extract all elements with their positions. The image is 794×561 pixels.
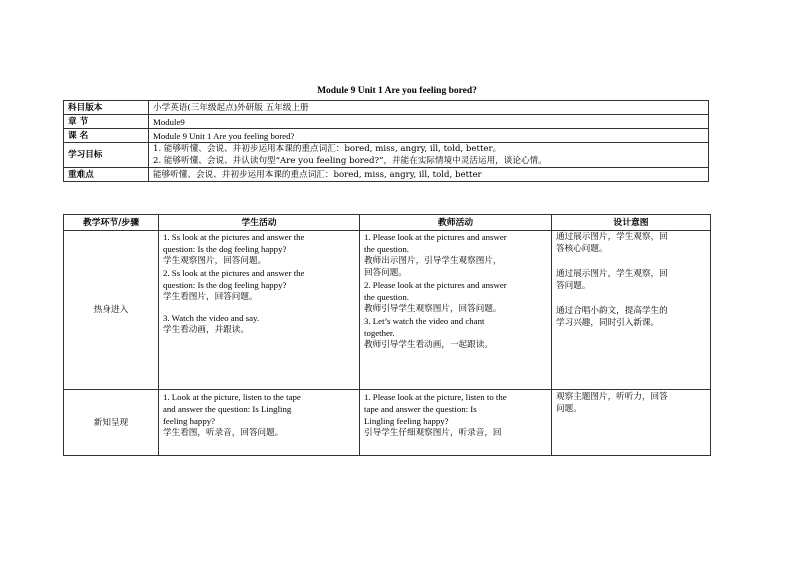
text-line: and answer the question: Is Lingling	[163, 404, 292, 414]
document-title: Module 9 Unit 1 Are you feeling bored?	[317, 86, 477, 96]
stage-cell: 热身进入	[64, 231, 159, 390]
plan-row-warmup	[64, 231, 711, 390]
text-line: 答核心问题。	[556, 244, 608, 254]
student-activity-cell	[159, 231, 360, 390]
text-line: 教师出示图片，引导学生观察图片，	[364, 256, 502, 266]
text-line: 学生看动画，并跟读。	[163, 325, 249, 335]
info-value	[149, 168, 709, 182]
stage-cell: 新知呈现	[64, 390, 159, 456]
info-line: 小学英语(三年级起点)外研版 五年级上册	[153, 102, 309, 113]
header-intent: 设计意图	[552, 215, 711, 231]
teacher-activity-cell	[360, 231, 552, 390]
info-value	[149, 143, 709, 168]
text-line: 1. Please look at the picture, listen to the	[364, 392, 507, 402]
info-label: 学习目标	[64, 143, 149, 168]
text-line: the question.	[364, 292, 409, 302]
info-row-key-points	[64, 168, 709, 182]
text-line: tape and answer the question: Is	[364, 404, 477, 414]
text-line: 学生观察图片，回答问题。	[163, 256, 267, 266]
teaching-plan-table	[63, 214, 711, 456]
text-line: 问题。	[556, 404, 582, 414]
info-line: Module9	[153, 116, 185, 127]
teacher-activity-cell	[360, 390, 552, 456]
text-line: together.	[364, 328, 395, 338]
spacer	[556, 292, 706, 305]
text-line: 教师引导学生观察图片，回答问题。	[364, 304, 502, 314]
text-line: 答问题。	[556, 281, 591, 291]
info-line: 2. 能够听懂、会说、并认读句型“Are you feeling bored?”，并能在实际情境中灵活运用，谈论心情。	[153, 156, 547, 166]
course-info-table	[63, 100, 709, 182]
spacer	[556, 255, 706, 268]
student-activity-cell	[159, 390, 360, 456]
info-label: 课 名	[64, 129, 149, 143]
info-row-subject	[64, 101, 709, 115]
header-student: 学生活动	[159, 215, 360, 231]
text-line: 学生看图，听录音，回答问题。	[163, 428, 284, 438]
plan-row-presentation	[64, 390, 711, 456]
text-line: the question.	[364, 244, 409, 254]
info-line: Module 9 Unit 1 Are you feeling bored?	[153, 130, 295, 141]
text-line: 1. Please look at the pictures and answer	[364, 232, 507, 242]
text-line: 3. Watch the video and say.	[163, 313, 260, 323]
text-line: Lingling feeling happy?	[364, 416, 449, 426]
info-row-objectives	[64, 143, 709, 168]
text-line: 通过展示图片，学生观察，回	[556, 269, 668, 279]
text-line: 引导学生仔细观察图片，听录音，回	[364, 428, 502, 438]
info-label: 科目版本	[64, 101, 149, 115]
text-line: 2. Ss look at the pictures and answer the	[163, 268, 305, 278]
info-value	[149, 101, 709, 115]
info-line: 1. 能够听懂、会说、并初步运用本课的重点词汇：bored, miss, angry, ill, told, better。	[153, 144, 502, 154]
text-line: 1. Look at the picture, listen to the tape	[163, 392, 301, 402]
info-label: 章 节	[64, 115, 149, 129]
text-line: feeling happy?	[163, 416, 216, 426]
info-label: 重难点	[64, 168, 149, 182]
text-line: 观察主题图片，听听力，回答	[556, 392, 668, 402]
design-intent-cell	[552, 231, 711, 390]
text-line: question: Is the dog feeling happy?	[163, 280, 287, 290]
info-value	[149, 115, 709, 129]
info-row-lesson	[64, 129, 709, 143]
plan-header-row	[64, 215, 711, 231]
text-line: 2. Please look at the pictures and answer	[364, 280, 507, 290]
text-line: 3. Let’s watch the video and chant	[364, 316, 485, 326]
text-line: 回答问题。	[364, 268, 407, 278]
header-teacher: 教师活动	[360, 215, 552, 231]
design-intent-cell	[552, 390, 711, 456]
text-line: 1. Ss look at the pictures and answer the	[163, 232, 305, 242]
info-row-chapter	[64, 115, 709, 129]
text-line: 学生看图片，回答问题。	[163, 292, 258, 302]
info-line: 能够听懂、会说、并初步运用本课的重点词汇：bored, miss, angry, ill, told, better	[153, 169, 482, 180]
text-line: 通过合唱小韵文，提高学生的	[556, 306, 668, 316]
spacer	[163, 303, 355, 312]
header-stage: 教学环节/步骤	[64, 215, 159, 231]
text-line: 通过展示图片，学生观察，回	[556, 232, 668, 242]
info-value	[149, 129, 709, 143]
text-line: 学习兴趣，同时引入新课。	[556, 318, 660, 328]
text-line: question: Is the dog feeling happy?	[163, 244, 287, 254]
text-line: 教师引导学生看动画，一起跟读。	[364, 340, 493, 350]
